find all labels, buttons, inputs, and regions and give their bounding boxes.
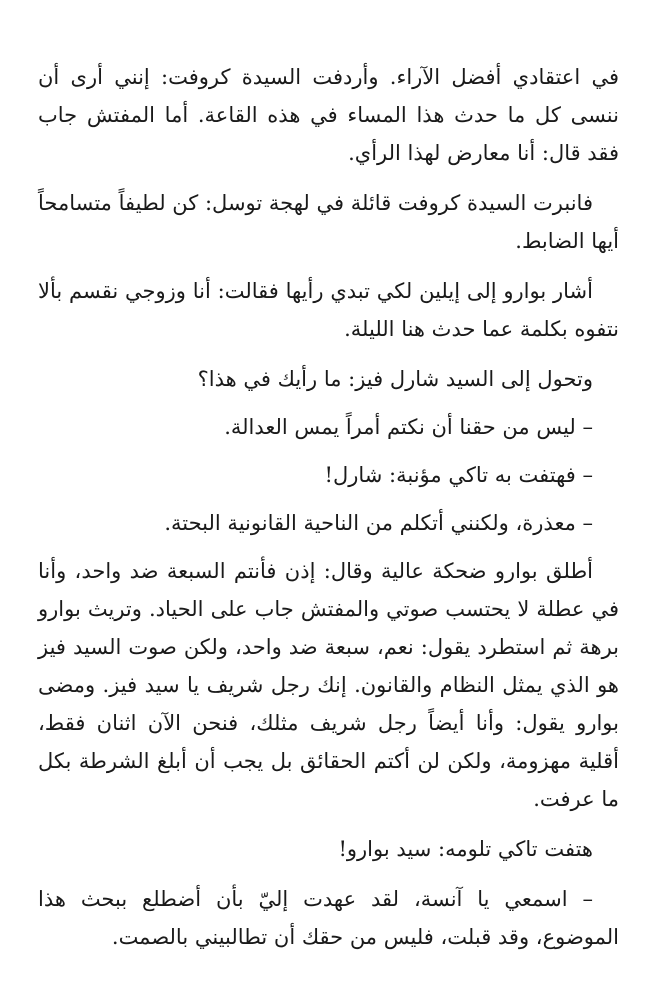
- paragraph-10: – اسمعي يا آنسة، لقد عهدت إليّ بأن أضطلع ببحث هذا الموضوع، وقد قبلت، فليس من حقك أن تطالبيني بالصمت.: [38, 887, 619, 949]
- page-body: [38, 58, 619, 968]
- paragraph-4: وتحول إلى السيد شارل فيز: ما رأيك في هذا؟: [197, 367, 593, 391]
- paragraph-7: – معذرة، ولكنني أتكلم من الناحية القانونية البحتة.: [164, 511, 593, 535]
- paragraph-6: – فهتفت به تاكي مؤنبة: شارل!: [324, 463, 593, 487]
- paragraph-1: في اعتقادي أفضل الآراء. وأردفت السيدة كروفت: إنني أرى أن ننسى كل ما حدث هذا المساء في هذه القاعة. أما المفتش جاب فقد قال: أنا معارض لهذا الرأي.: [38, 65, 619, 165]
- paragraph-3: أشار بوارو إلى إيلين لكي تبدي رأيها فقالت: أنا وزوجي نقسم بألا نتفوه بكلمة عما حدث هنا الليلة.: [38, 279, 619, 341]
- paragraph-8: أطلق بوارو ضحكة عالية وقال: إذن فأنتم السبعة ضد واحد، وأنا في عطلة لا يحتسب صوتي والمفتش جاب على الحياد. وتريث بوارو برهة ثم استطرد يقول: نعم، سبعة ضد واحد، ولكن صوت السيد فيز هو الذي يمثل النظام والقانون. إنك رجل شريف يا سيد فيز. ومضى بوارو يقول: وأنا أيضاً رجل شريف مثلك، فنحن الآن اثنان فقط، أقلية مهزومة، ولكن لن أكتم الحقائق بل يجب أن أبلغ الشرطة بكل ما عرفت.: [38, 559, 619, 811]
- paragraph-5: – ليس من حقنا أن نكتم أمراً يمس العدالة.: [224, 415, 593, 439]
- paragraph-9: هتفت تاكي تلومه: سيد بوارو!: [338, 837, 593, 861]
- paragraph-2: فانبرت السيدة كروفت قائلة في لهجة توسل: كن لطيفاً متسامحاً أيها الضابط.: [38, 191, 619, 253]
